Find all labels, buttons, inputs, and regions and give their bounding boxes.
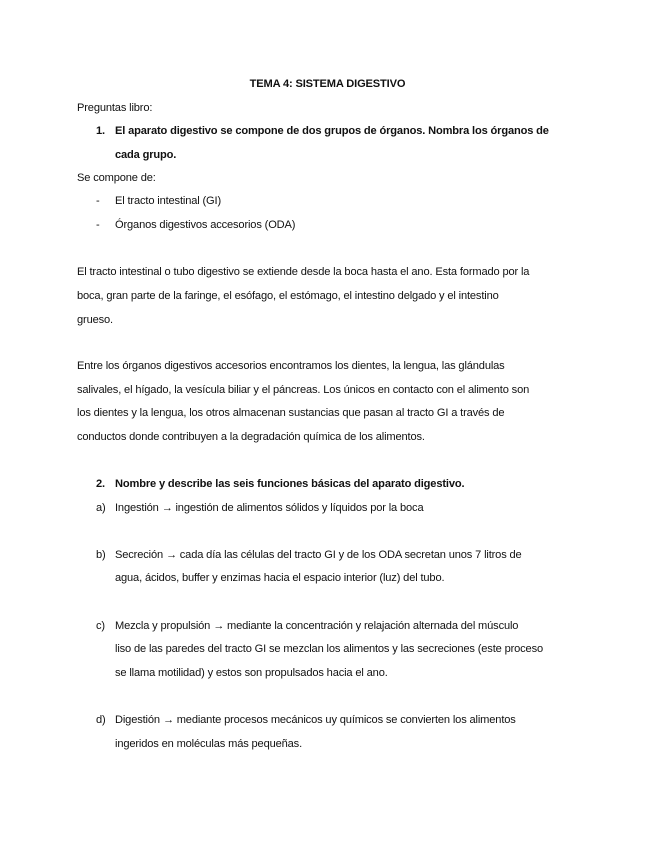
function-letter: a) (96, 502, 106, 514)
question2-text: Nombre y describe las seis funciones básicas del aparato digestivo. (115, 478, 465, 490)
question1-number: 1. (96, 125, 105, 137)
intro-label: Preguntas libro: (77, 102, 153, 114)
function-line: Secreción → cada día las células del tracto GI y de los ODA secretan unos 7 litros de (115, 549, 522, 561)
paragraph2-line: conductos donde contribuyen a la degradación química de los alimentos. (77, 431, 425, 443)
bullet-marker: - (96, 195, 100, 207)
bullet-item: Órganos digestivos accesorios (ODA) (115, 219, 296, 231)
paragraph1-line: grueso. (77, 314, 113, 326)
compose-label: Se compone de: (77, 172, 156, 184)
bullet-marker: - (96, 219, 100, 231)
function-line: ingeridos en moléculas más pequeñas. (115, 738, 303, 750)
paragraph1-line: El tracto intestinal o tubo digestivo se extiende desde la boca hasta el ano. Esta formado por la (77, 266, 530, 278)
document-title: TEMA 4: SISTEMA DIGESTIVO (249, 78, 406, 90)
function-letter: d) (96, 714, 106, 726)
function-line: agua, ácidos, buffer y enzimas hacia el espacio interior (luz) del tubo. (115, 572, 445, 584)
function-line: Ingestión → ingestión de alimentos sólidos y líquidos por la boca (115, 502, 424, 514)
function-line: liso de las paredes del tracto GI se mezclan los alimentos y las secreciones (este proceso (115, 643, 543, 655)
question2-number: 2. (96, 478, 105, 490)
function-letter: c) (96, 620, 105, 632)
function-line: se llama motilidad) y estos son propulsados hacia el ano. (115, 667, 388, 679)
function-line: Mezcla y propulsión → mediante la concentración y relajación alternada del músculo (115, 620, 519, 632)
bullet-item: El tracto intestinal (GI) (115, 195, 221, 207)
paragraph2-line: Entre los órganos digestivos accesorios encontramos los dientes, la lengua, las glándulas (77, 360, 505, 372)
paragraph2-line: los dientes y la lengua, los otros almacenan sustancias que pasan al tracto GI a través de (77, 407, 505, 419)
function-letter: b) (96, 549, 106, 561)
paragraph2-line: salivales, el hígado, la vesícula biliar y el páncreas. Los únicos en contacto con el alimento son (77, 384, 530, 396)
function-line: Digestión → mediante procesos mecánicos uy químicos se convierten los alimentos (115, 714, 516, 726)
paragraph1-line: boca, gran parte de la faringe, el esófago, el estómago, el intestino delgado y el intestino (77, 290, 499, 302)
question1-line2: cada grupo. (115, 149, 177, 161)
question1-line1: El aparato digestivo se compone de dos grupos de órganos. Nombra los órganos de (115, 125, 549, 137)
